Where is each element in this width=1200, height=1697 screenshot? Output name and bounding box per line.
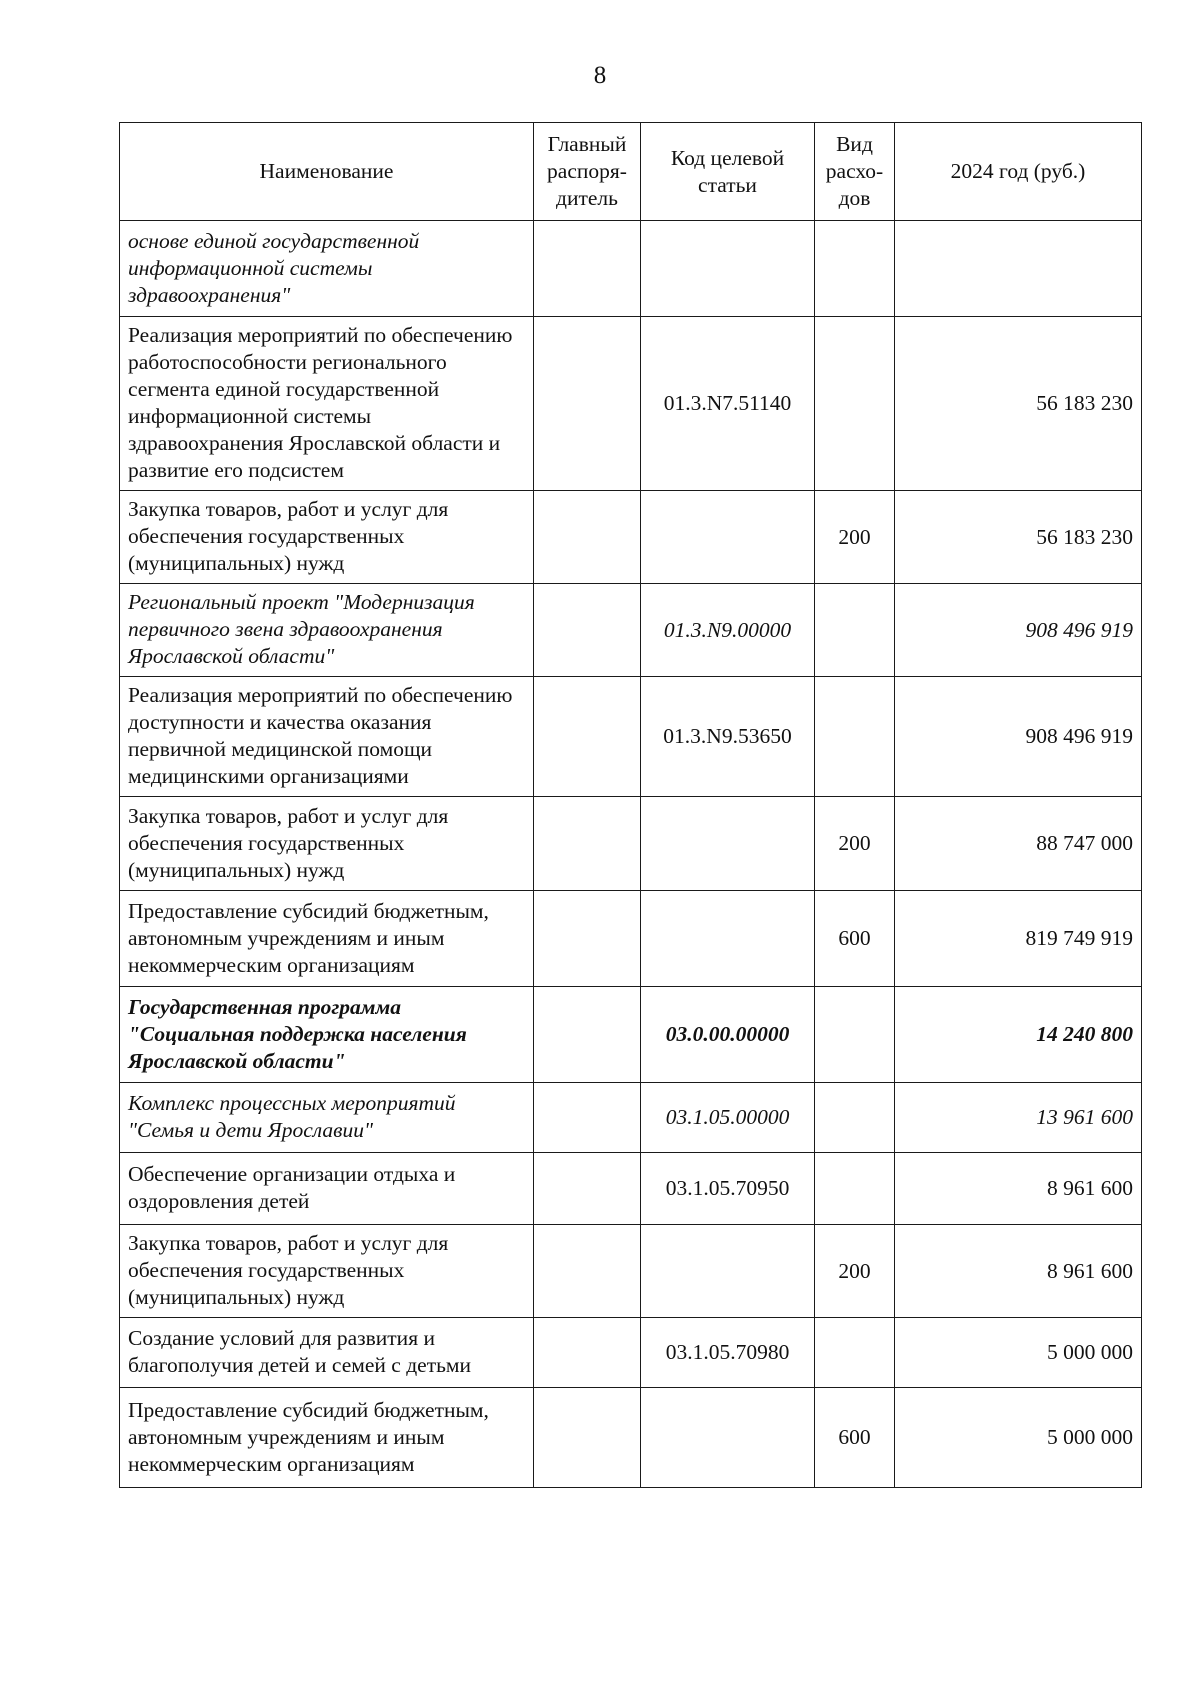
- row-type: [815, 1318, 895, 1388]
- row-name: Закупка товаров, работ и услуг для обеспечения государственных (муниципальных) нужд: [120, 1225, 534, 1318]
- row-type: [815, 221, 895, 317]
- row-amount: 88 747 000: [895, 797, 1142, 891]
- row-owner: [534, 797, 641, 891]
- row-amount: 8 961 600: [895, 1225, 1142, 1318]
- table-row: [120, 987, 1142, 1083]
- row-code: 03.0.00.00000: [641, 987, 815, 1083]
- row-name: Реализация мероприятий по обеспечению работоспособности регионального сегмента единой государственной информационной системы здравоохранения Ярославской области и развитие его подсистем: [120, 317, 534, 491]
- row-code: [641, 1388, 815, 1488]
- row-code: 01.3.N7.51140: [641, 317, 815, 491]
- row-owner: [534, 987, 641, 1083]
- row-type: [815, 584, 895, 677]
- row-amount: 908 496 919: [895, 584, 1142, 677]
- row-name: Региональный проект "Модернизация первичного звена здравоохранения Ярославской области": [120, 584, 534, 677]
- table-row: [120, 1388, 1142, 1488]
- row-code: [641, 491, 815, 584]
- header-amount: 2024 год (руб.): [895, 123, 1142, 221]
- header-code: Код целевой статьи: [641, 123, 815, 221]
- page-number: 8: [593, 62, 607, 89]
- table-row: [120, 1083, 1142, 1153]
- table-header-row: [120, 123, 1142, 221]
- row-owner: [534, 1225, 641, 1318]
- row-type: 600: [815, 891, 895, 987]
- row-amount: 13 961 600: [895, 1083, 1142, 1153]
- row-type: 600: [815, 1388, 895, 1488]
- table-body: [120, 221, 1142, 1488]
- table-row: [120, 891, 1142, 987]
- row-type: [815, 1083, 895, 1153]
- row-code: [641, 221, 815, 317]
- row-code: 03.1.05.00000: [641, 1083, 815, 1153]
- row-code: 01.3.N9.00000: [641, 584, 815, 677]
- row-name: Комплекс процессных мероприятий "Семья и дети Ярославии": [120, 1083, 534, 1153]
- row-type: [815, 1153, 895, 1225]
- row-owner: [534, 317, 641, 491]
- row-name: основе единой государственной информационной системы здравоохранения": [120, 221, 534, 317]
- table-row: [120, 584, 1142, 677]
- row-name: Создание условий для развития и благополучия детей и семей с детьми: [120, 1318, 534, 1388]
- row-code: [641, 891, 815, 987]
- row-owner: [534, 1153, 641, 1225]
- row-name: Предоставление субсидий бюджетным, автономным учреждениям и иным некоммерческим организациям: [120, 1388, 534, 1488]
- table-row: [120, 1225, 1142, 1318]
- row-code: 01.3.N9.53650: [641, 677, 815, 797]
- row-name: Обеспечение организации отдыха и оздоровления детей: [120, 1153, 534, 1225]
- row-name: Закупка товаров, работ и услуг для обеспечения государственных (муниципальных) нужд: [120, 797, 534, 891]
- header-name: Наименование: [120, 123, 534, 221]
- row-owner: [534, 221, 641, 317]
- row-owner: [534, 891, 641, 987]
- row-owner: [534, 584, 641, 677]
- row-code: 03.1.05.70980: [641, 1318, 815, 1388]
- table-row: [120, 677, 1142, 797]
- row-amount: 56 183 230: [895, 317, 1142, 491]
- budget-table: [119, 122, 1142, 1488]
- row-amount: 908 496 919: [895, 677, 1142, 797]
- table-row: [120, 1318, 1142, 1388]
- row-amount: 56 183 230: [895, 491, 1142, 584]
- row-code: [641, 797, 815, 891]
- row-type: [815, 677, 895, 797]
- row-code: [641, 1225, 815, 1318]
- row-owner: [534, 1318, 641, 1388]
- row-amount: 5 000 000: [895, 1318, 1142, 1388]
- row-owner: [534, 491, 641, 584]
- row-type: 200: [815, 797, 895, 891]
- row-amount: 5 000 000: [895, 1388, 1142, 1488]
- row-amount: 14 240 800: [895, 987, 1142, 1083]
- row-type: [815, 987, 895, 1083]
- row-name: Реализация мероприятий по обеспечению доступности и качества оказания первичной медицинской помощи медицинскими организациями: [120, 677, 534, 797]
- row-type: 200: [815, 1225, 895, 1318]
- header-type: Вид расхо-дов: [815, 123, 895, 221]
- row-type: 200: [815, 491, 895, 584]
- row-type: [815, 317, 895, 491]
- row-owner: [534, 1388, 641, 1488]
- row-name: Закупка товаров, работ и услуг для обеспечения государственных (муниципальных) нужд: [120, 491, 534, 584]
- table-row: [120, 491, 1142, 584]
- table-row: [120, 797, 1142, 891]
- table-row: [120, 1153, 1142, 1225]
- row-amount: 819 749 919: [895, 891, 1142, 987]
- row-amount: [895, 221, 1142, 317]
- row-owner: [534, 1083, 641, 1153]
- header-owner: Главный распоря-дитель: [534, 123, 641, 221]
- row-amount: 8 961 600: [895, 1153, 1142, 1225]
- table-row: [120, 221, 1142, 317]
- row-code: 03.1.05.70950: [641, 1153, 815, 1225]
- row-owner: [534, 677, 641, 797]
- table-row: [120, 317, 1142, 491]
- row-name: Предоставление субсидий бюджетным, автономным учреждениям и иным некоммерческим организациям: [120, 891, 534, 987]
- row-name: Государственная программа "Социальная поддержка населения Ярославской области": [120, 987, 534, 1083]
